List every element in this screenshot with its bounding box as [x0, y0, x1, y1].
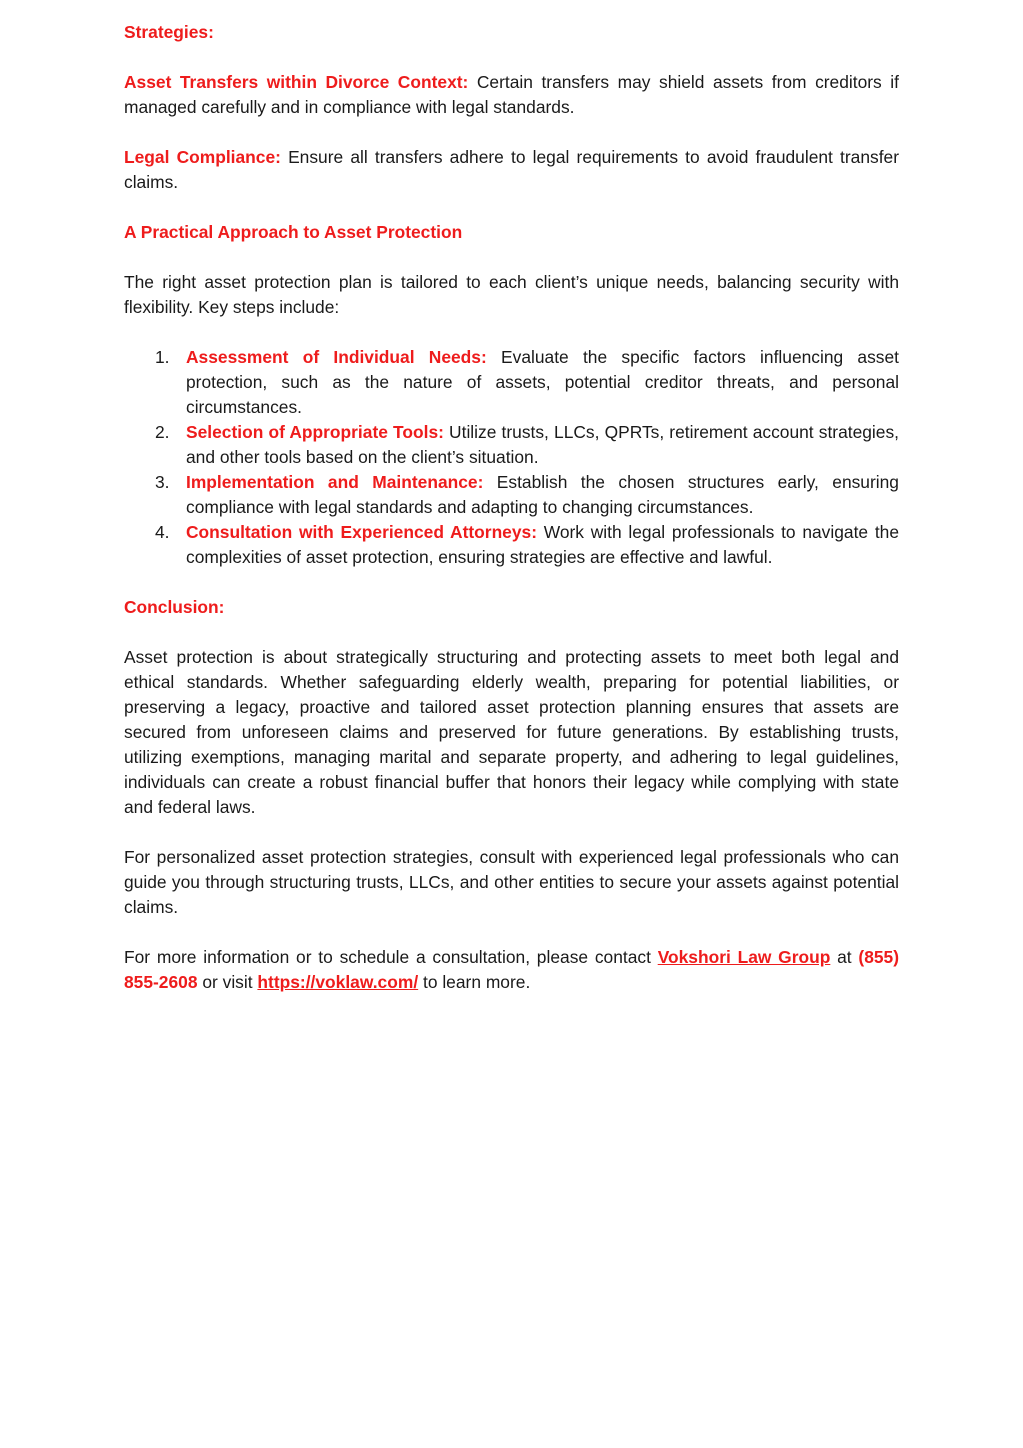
conclusion-heading: Conclusion:: [124, 597, 225, 617]
strategy-label: Asset Transfers within Divorce Context:: [124, 72, 469, 92]
contact-paragraph: [124, 945, 899, 995]
strategy-text: Ensure all transfers adhere to legal requirements to avoid fraudulent transfer claims.: [124, 147, 899, 192]
strategy-legal-compliance: [124, 145, 899, 195]
list-item: [124, 345, 899, 420]
list-item: [124, 470, 899, 520]
contact-at: at: [830, 947, 859, 967]
strategy-asset-transfers: [124, 70, 899, 120]
strategy-label: Legal Compliance:: [124, 147, 281, 167]
approach-intro: The right asset protection plan is tailored to each client’s unique needs, balancing security with flexibility. Key steps include:: [124, 272, 899, 317]
step-text: Evaluate the specific factors influencing asset protection, such as the nature of assets, potential creditor threats, and personal circumstances.: [186, 347, 899, 417]
document-page: [124, 20, 899, 1020]
step-text: Establish the chosen structures early, ensuring compliance with legal standards and adapting to changing circumstances.: [186, 472, 899, 517]
contact-or-visit: or visit: [197, 972, 258, 992]
strategies-heading: Strategies:: [124, 22, 214, 42]
step-text: Work with legal professionals to navigate the complexities of asset protection, ensuring strategies are effective and lawful.: [186, 522, 899, 567]
consult-paragraph: For personalized asset protection strategies, consult with experienced legal professionals who can guide you through structuring trusts, LLCs, and other entities to secure your assets against potential claims.: [124, 847, 899, 917]
strategy-text: Certain transfers may shield assets from creditors if managed carefully and in compliance with legal standards.: [124, 72, 899, 117]
list-number: 2.: [155, 422, 170, 442]
key-steps-list: [124, 345, 899, 570]
list-item: [124, 520, 899, 570]
contact-prefix: For more information or to schedule a consultation, please contact: [124, 947, 658, 967]
list-number: 4.: [155, 522, 170, 542]
list-number: 3.: [155, 472, 170, 492]
step-label: Consultation with Experienced Attorneys:: [186, 522, 537, 542]
conclusion-paragraph: Asset protection is about strategically structuring and protecting assets to meet both legal and ethical standards. Whether safeguarding elderly wealth, preparing for potential liabilities, or preserving a legacy, proactive and tailored asset protection planning ensures that assets are secured from unforeseen claims and preserved for future generations. By establishing trusts, utilizing exemptions, managing marital and separate property, and adhering to legal guidelines, individuals can create a robust financial buffer that honors their legacy while complying with state and federal laws.: [124, 647, 899, 817]
step-text: Utilize trusts, LLCs, QPRTs, retirement account strategies, and other tools based on the client’s situation.: [186, 422, 899, 467]
step-label: Implementation and Maintenance:: [186, 472, 484, 492]
list-number: 1.: [155, 347, 170, 367]
approach-heading: A Practical Approach to Asset Protection: [124, 222, 463, 242]
firm-link[interactable]: Vokshori Law Group: [657, 947, 831, 967]
step-label: Selection of Appropriate Tools:: [186, 422, 444, 442]
contact-suffix: to learn more.: [418, 972, 531, 992]
website-link[interactable]: https://voklaw.com/: [257, 972, 419, 992]
phone-number: (855) 855-2608: [124, 947, 900, 992]
step-label: Assessment of Individual Needs:: [186, 347, 487, 367]
list-item: [124, 420, 899, 470]
